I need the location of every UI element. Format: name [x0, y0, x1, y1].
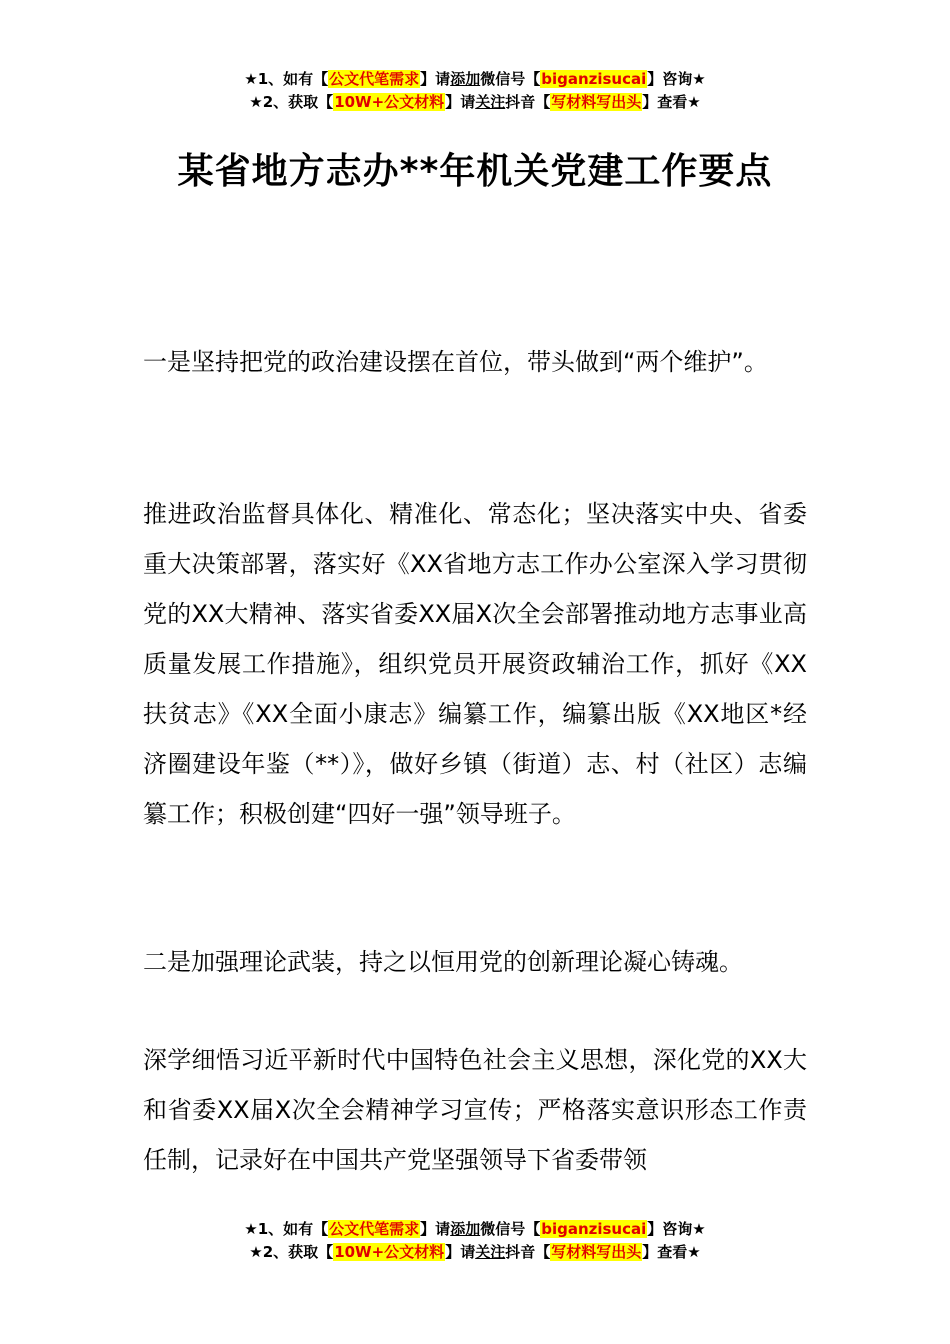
promo-highlight: biganzisucai	[541, 70, 647, 88]
promo-banner-top	[0, 68, 950, 114]
promo-text: 】请	[420, 1220, 451, 1238]
promo-text: 】请	[445, 1243, 476, 1261]
promo-highlight: 公文代笔需求	[329, 70, 420, 88]
promo-text: ★1、如有【	[244, 1220, 329, 1238]
promo-text: 】查看★	[642, 93, 701, 111]
paragraph-body-2: 深学细悟习近平新时代中国特色社会主义思想，深化党的XX大和省委XX届X次全会精神学习宣传；严格落实意识形态工作责任制，记录好在中国共产党坚强领导下省委带领	[143, 1046, 807, 1174]
promo-text: 抖音【	[505, 1243, 551, 1261]
promo-highlight: 10W+公文材料	[334, 93, 445, 111]
promo-text: 】请	[445, 93, 476, 111]
promo-underline: 关注	[475, 1243, 506, 1261]
promo-underline: 添加	[450, 70, 481, 88]
promo-text: ★2、获取【	[249, 93, 334, 111]
promo-underline: 添加	[450, 1220, 481, 1238]
promo-text: ★2、获取【	[249, 1243, 334, 1261]
paragraph-heading-1: 一是坚持把党的政治建设摆在首位，带头做到“两个维护”。	[143, 348, 768, 376]
promo-text: 抖音【	[505, 93, 551, 111]
promo-highlight: biganzisucai	[541, 1220, 647, 1238]
promo-text: 微信号【	[480, 1220, 541, 1238]
promo-line-1	[0, 1218, 950, 1241]
promo-underline: 关注	[475, 93, 506, 111]
promo-highlight: 写材料写出头	[551, 1243, 642, 1261]
promo-text: ★1、如有【	[244, 70, 329, 88]
promo-text: 】咨询★	[647, 1220, 706, 1238]
paragraph-heading-2: 二是加强理论武装，持之以恒用党的创新理论凝心铸魂。	[143, 948, 743, 976]
promo-text: 】查看★	[642, 1243, 701, 1261]
promo-text: 】咨询★	[647, 70, 706, 88]
promo-highlight: 写材料写出头	[551, 93, 642, 111]
document-title: 某省地方志办**年机关党建工作要点	[177, 151, 773, 192]
promo-highlight: 公文代笔需求	[329, 1220, 420, 1238]
promo-text: 微信号【	[480, 70, 541, 88]
promo-line-2	[0, 1241, 950, 1264]
promo-line-2	[0, 91, 950, 114]
promo-line-1	[0, 68, 950, 91]
paragraph-body-1: 推进政治监督具体化、精准化、常态化；坚决落实中央、省委重大决策部署，落实好《XX省地方志工作办公室深入学习贯彻党的XX大精神、落实省委XX届X次全会部署推动地方志事业高质量发展工作措施》，组织党员开展资政辅治工作，抓好《XX扶贫志》《XX全面小康志》编纂工作，编纂出版《XX地区*经济圈建设年鉴（**）》，做好乡镇（街道）志、村（社区）志编纂工作；积极创建“四好一强”领导班子。	[143, 500, 807, 828]
promo-text: 】请	[420, 70, 451, 88]
promo-banner-bottom	[0, 1218, 950, 1264]
promo-highlight: 10W+公文材料	[334, 1243, 445, 1261]
